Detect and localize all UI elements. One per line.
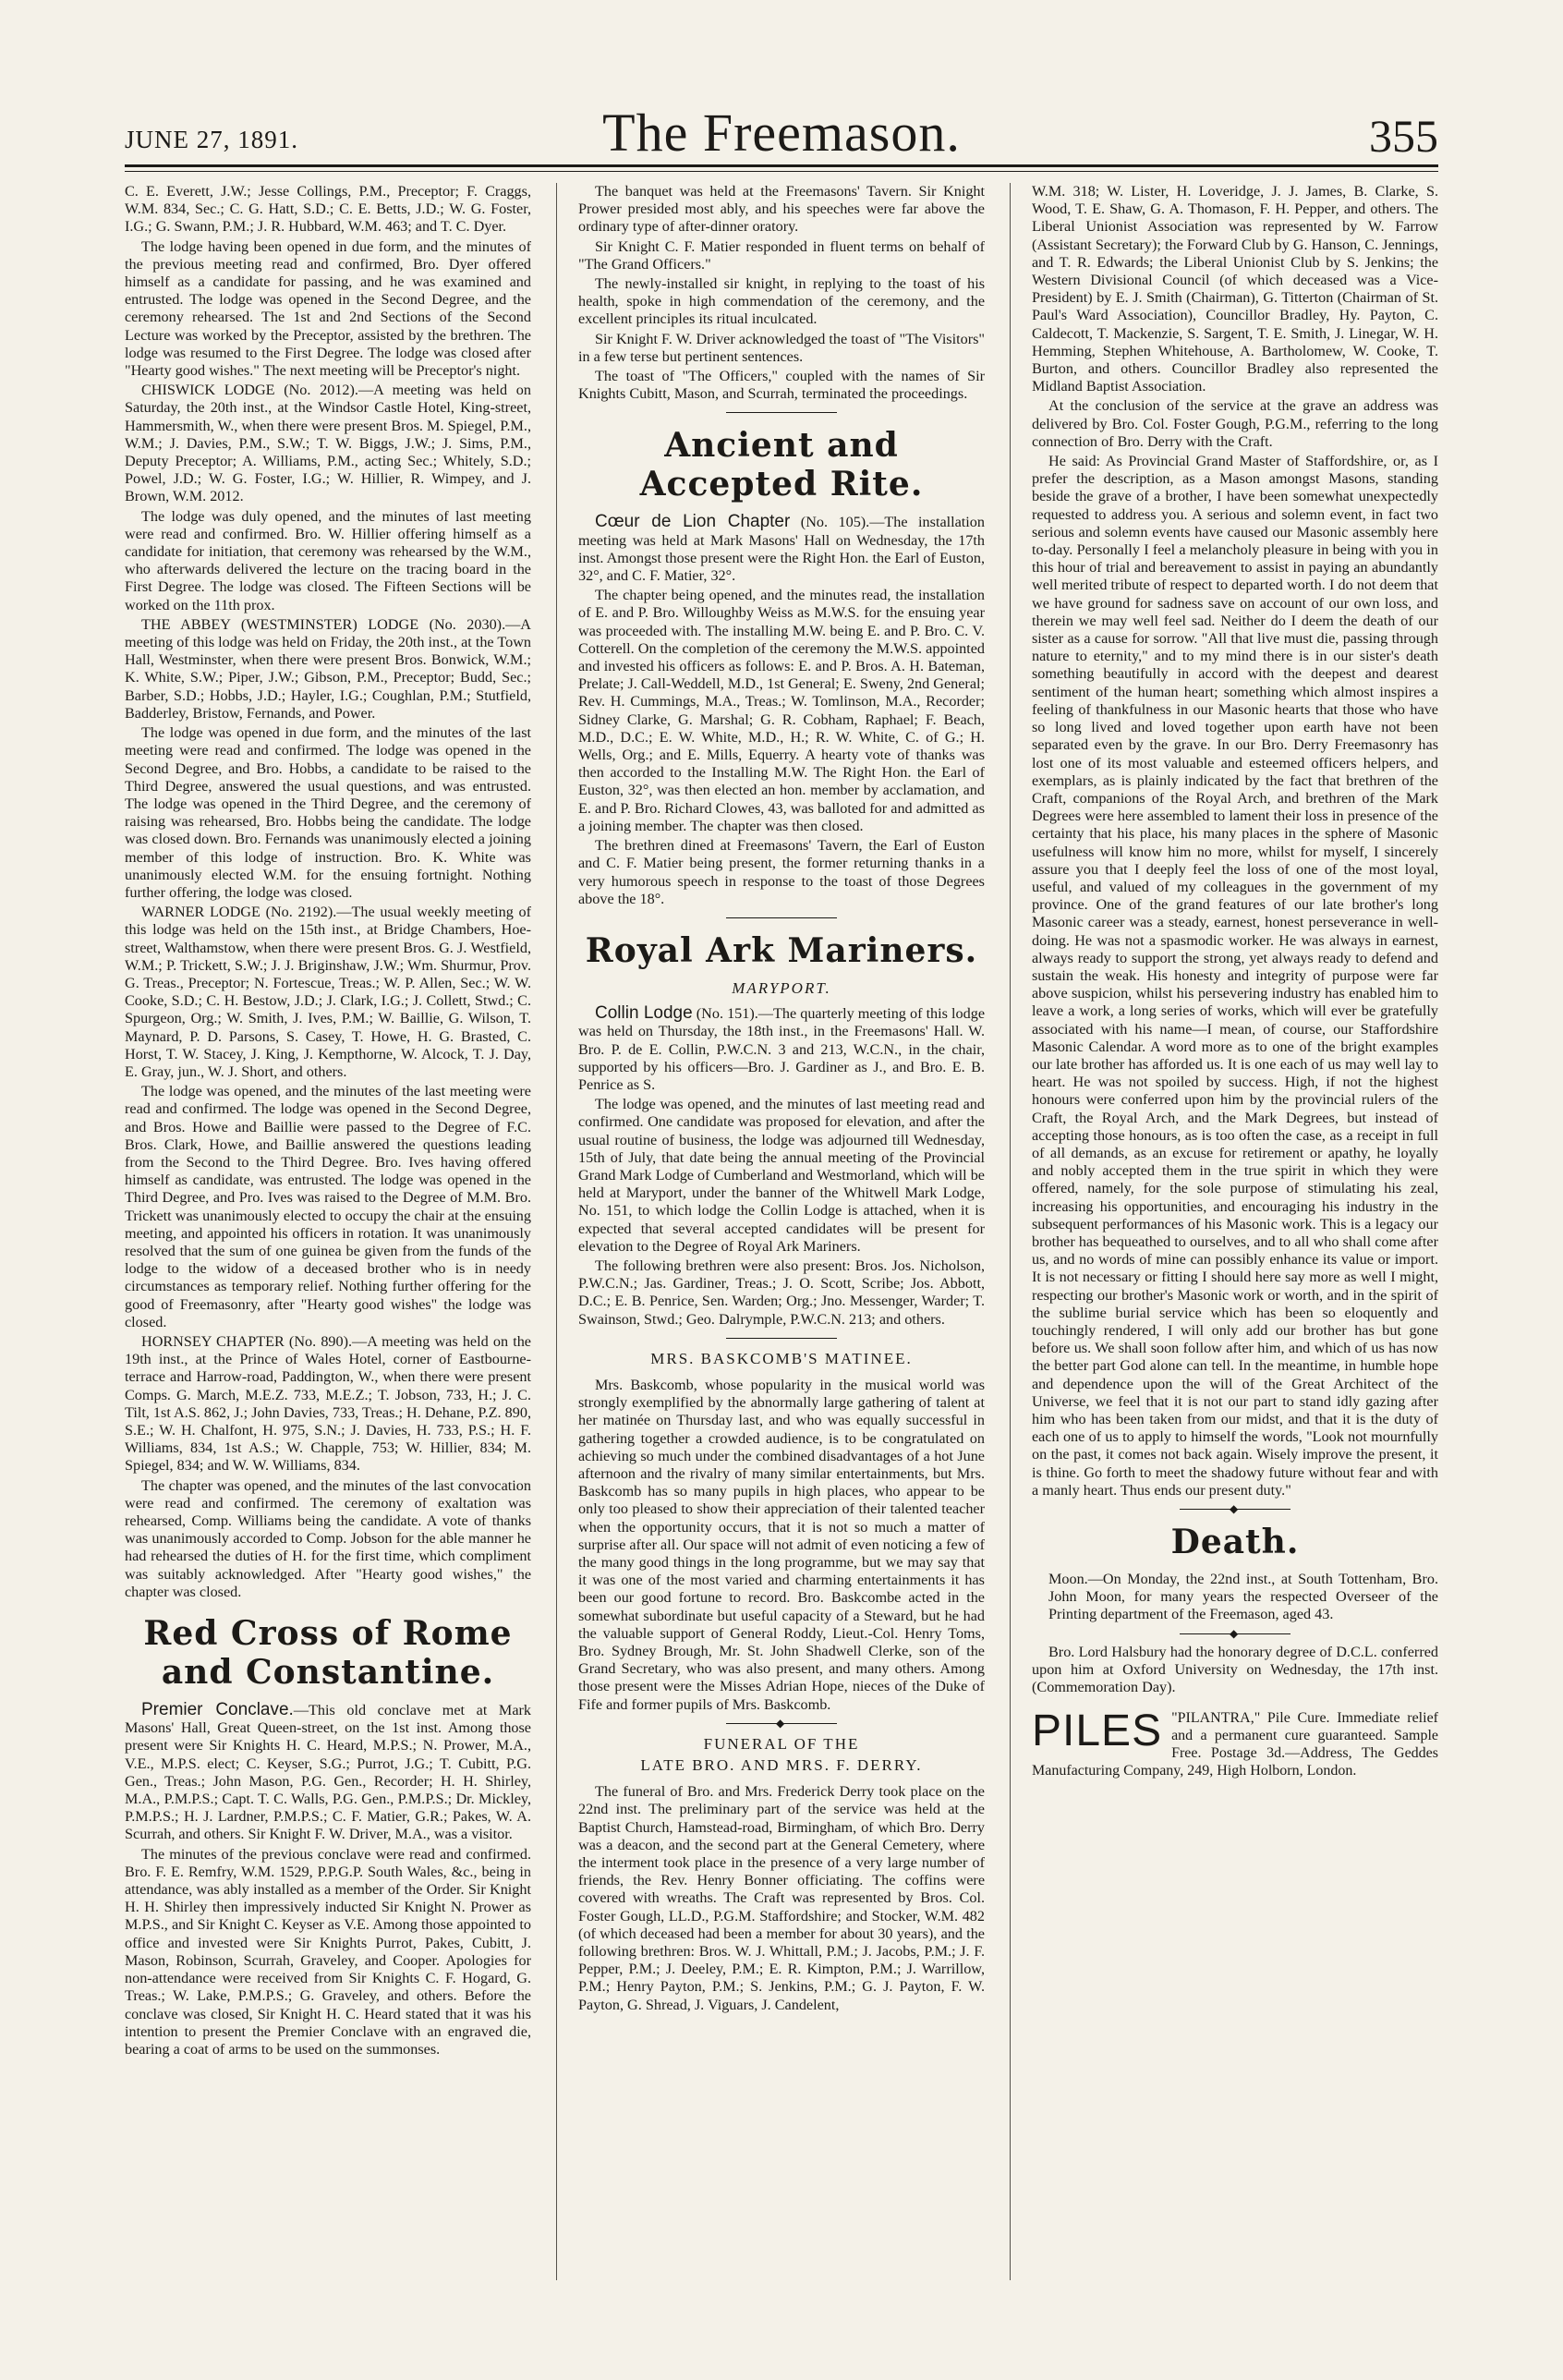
section-separator [1180, 1633, 1290, 1634]
article-paragraph: The chapter was opened, and the minutes of the last convocation were read and confirmed. The ceremony of exaltation was rehearsed, Comp. Williams being the candidate. A vote of thanks was unanimously accorded to Comp. Jobson for the able manner he had rehearsed the duties of H. for the first time, which compliment was suitably acknowledged. After "Hearty good wishes," the chapter was closed. [125, 1476, 531, 1600]
article-paragraph: The toast of "The Officers," coupled with the names of Sir Knights Cubitt, Mason, and Scurrah, terminated the proceedings. [578, 368, 985, 403]
article-paragraph: WARNER LODGE (No. 2192).—The usual weekly meeting of this lodge was held on the 15th inst., at Bridge Chambers, Hoe-street, Walthamstow, when there were present Bros. G. J. Westfield, W.M.; P. Trickett, S.W.; J. J. Briginshaw, J.W.; Wm. Shurmur, Prov. G. Treas., Preceptor; N. Fortescue, Treas.; W. P. Allen, Sec.; W. W. Cooke, S.D.; C. H. Bestow, J.D.; J. Clark, I.G.; J. Collett, Stwd.; C. Spurgeon, Org.; W. Smith, J. Ives, P.M.; W. Baillie, G. Wilson, T. Maynard, P. D. Parsons, S. Casey, T. Howe, H. G. Brasted, C. Horst, T. W. Stacey, J. King, J. Kempthorne, W. Alcock, T. J. Day, E. Gray, jun., W. J. Short, and others. [125, 904, 531, 1080]
article-paragraph: The lodge was opened, and the minutes of the last meeting were read and confirmed. The lodge was opened in the Second Degree, and Bros. Howe and Baillie were passed to the Degree of F.C. Bros. Clark, Howe, and Baillie answered the questions leading from the Second to the Third Degree. Bro. Ives having offered himself as candidate, was entrusted. The lodge was opened in the Third Degree, and Pro. Ives was raised to the Degree of M.M. Bro. Trickett was unanimously elected to occupy the chair at the ensuing meeting, and appointed his officers in rotation. It was unanimously resolved that the sum of one guinea be given from the funds of the lodge to the widow of a deceased brother who is in needy circumstances as temporary relief. Nothing further offering for the good of Freemasonry, after "Hearty good wishes" the lodge was closed. [125, 1083, 531, 1330]
article-paragraph: The newly-installed sir knight, in replying to the toast of his health, spoke in high commendation of the ceremony, and the excellent principles its ritual inculcated. [578, 275, 985, 328]
newspaper-title: The Freemason. [602, 103, 961, 163]
article-paragraph: The lodge was duly opened, and the minutes of last meeting were read and confirmed. Bro. W. Hillier offering himself as a candidate for initiation, that ceremony was rehearsed by the W.M., who afterwards delivered the lecture on the tracing board in the First Degree. The lodge was closed. The Fifteen Sections will be worked on the 11th prox. [125, 507, 531, 613]
section-heading-funeral: FUNERAL OF THE [703, 1734, 860, 1753]
section-separator [726, 917, 837, 918]
lead-name: Premier Conclave. [141, 1700, 294, 1720]
section-heading-matinee: MRS. BASKCOMB'S MATINEE. [650, 1349, 913, 1367]
lead-name: Cœur de Lion Chapter [595, 512, 791, 532]
masthead [125, 92, 1438, 163]
article-paragraph: The chapter being opened, and the minutes read, the installation of E. and P. Bro. Willoughby Weiss as M.W.S. for the ensuing year was proceeded with. The installing M.W. being E. and P. Bro. C. V. Cotterell. On the completion of the ceremony the M.W.S. appointed and invested his officers as follows: E. and P. Bros. A. H. Bateman, Prelate; J. Call-Weddell, M.D., 1st General; E. Sweny, 2nd General; Rev. H. Cummings, M.A., Treas.; W. Tomlinson, M.A., Recorder; Sidney Clarke, G. Marshal; G. R. Cobham, Raphael; F. Beach, M.D., D.C.; E. W. White, M.D., H.; R. W. White, C. of G.; H. Wells, Org.; and E. Mills, Equerry. A hearty vote of thanks was then accorded to the Installing M.W. The Right Hon. the Earl of Euston, 32°, was then elected an hon. member by acclamation, and E. and P. Bro. Richard Clowes, 43, was balloted for and admitted as a joining member. The chapter was then closed. [578, 587, 985, 834]
section-separator [726, 1723, 837, 1724]
death-notice [1032, 1571, 1438, 1624]
article-paragraph: At the conclusion of the service at the grave an address was delivered by Bro. Col. Foster Gough, P.G.M., referring to the long connection of Bro. Derry with the Craft. [1032, 397, 1438, 450]
paragraph-text: (No. 105).—The installation meeting was held at Mark Masons' Hall on Wednesday, the 17th inst. Amongst those present were the Right Hon. the Earl of Euston, 32°, and C. F. Matier, 32°. [578, 514, 985, 585]
article-paragraph: W.M. 318; W. Lister, H. Loveridge, J. J. James, B. Clarke, S. Wood, T. E. Shaw, G. A. Thomason, F. H. Pepper, and others. The Liberal Unionist Association was represented by W. Farrow (Assistant Secretary); the Forward Club by G. Hanson, C. Jennings, and T. R. Edwards; the Liberal Unionist Club by S. Jenkins; the Western Divisional Council (of which deceased was a Vice-President) by E. J. Smith (Chairman), G. Titterton (Chairman of St. Paul's Ward Association), Councillor Bradley, Hy. Payton, C. Caldecott, T. Mackenzie, S. Sargent, T. E. Smith, J. Linegar, W. H. Hemming, Stephen Whitehouse, A. Bartholomew, W. Cooke, T. Burton, and others. Councillor Bradley also represented the Midland Baptist Association. [1032, 183, 1438, 395]
article-paragraph: C. E. Everett, J.W.; Jesse Collings, P.M., Preceptor; F. Craggs, W.M. 834, Sec.; C. G. Hatt, S.D.; C. E. Betts, J.D.; W. G. Foster, I.G.; G. Swann, P.M.; J. R. Hubbard, W.M. 463; and T. C. Dyer. [125, 183, 531, 236]
funeral-continuation [1032, 183, 1438, 1500]
article-paragraph: The following brethren were also present: Bros. Jos. Nicholson, P.W.C.N.; Jas. Gardiner, Treas.; J. O. Scott, Scribe; Jos. Abbott, D.C.; E. B. Penrice, Sen. Warden; Org.; Jno. Messenger, Warder; T. Swainson, Stwd.; Geo. Dalrymple, P.W.C.N. 213; and others. [578, 1257, 985, 1328]
article-paragraph: Sir Knight F. W. Driver acknowledged the toast of "The Visitors" in a few terse but pertinent sentences. [578, 330, 985, 365]
column-1 [125, 183, 531, 2289]
section-separator [726, 1338, 837, 1339]
section-heading-death: Death. [1170, 1523, 1300, 1562]
issue-date: JUNE 27, 1891. [125, 126, 298, 153]
advert-headline: PILES [1032, 1709, 1163, 1756]
header-rule [125, 164, 1438, 167]
header-rule-thin [125, 171, 1438, 172]
article-paragraph [578, 513, 985, 585]
article-paragraph: THE ABBEY (WESTMINSTER) LODGE (No. 2030).—A meeting of this lodge was held on Friday, the 20th inst., at the Town Hall, Westminster, when there were present Bros. Bonwick, W.M.; K. White, S.W.; Piper, J.W.; Gibson, P.M., Preceptor; Budd, Sec.; Barber, S.D.; Hobbs, J.D.; Hayler, I.G.; Coughlan, P.M.; Stutfield, Badderley, Bristow, Fernands, and Power. [125, 615, 531, 722]
article-paragraph: CHISWICK LODGE (No. 2012).—A meeting was held on Saturday, the 20th inst., at the Windsor Castle Hotel, King-street, Hammersmith, W., when there were present Bros. M. Spiegel, P.M., W.M.; J. Davies, P.M., S.W.; T. W. Biggs, J.W.; J. Sims, P.M., Deputy Preceptor; A. Williams, P.M., acting Sec.; Whitely, S.D.; Powel, J.D.; W. G. Foster, I.G.; W. Hillier, R. Wimpey, and J. Brown, W.M. 2012. [125, 382, 531, 505]
section-heading-ancient-rite: Ancient and Accepted Rite. [639, 426, 924, 504]
advert-text: "PILANTRA," Pile Cure. Immediate relief and a permanent cure guaranteed. Sample Free. Postage 3d.—Address, The Geddes Manufacturing Company, 249, High Holborn, London. [1032, 1710, 1438, 1779]
article-paragraph [125, 1701, 531, 1844]
lead-name: Collin Lodge [595, 1003, 693, 1024]
death-notice-text: Moon.—On Monday, the 22nd inst., at South Tottenham, Bro. John Moon, for many years the respected Overseer of the Printing department of the Freemason, aged 43. [1048, 1571, 1438, 1623]
section-heading-royal-ark: Royal Ark Mariners. [585, 930, 978, 970]
banquet-report [578, 183, 985, 403]
article-paragraph: The banquet was held at the Freemasons' Tavern. Sir Knight Prower presided most ably, and his speeches were far above the ordinary type of after-dinner oratory. [578, 183, 985, 236]
article-paragraph: The brethren dined at Freemasons' Tavern, the Earl of Euston and C. F. Matier being present, the former returning thanks in a very humorous speech in response to the toast of those Degrees above the 18°. [578, 837, 985, 907]
article-paragraph [578, 1004, 985, 1094]
page-number: 355 [1369, 110, 1438, 162]
column-divider [556, 183, 557, 2280]
article-paragraph: The lodge was opened, and the minutes of last meeting read and confirmed. One candidate was proposed for elevation, and after the usual routine of business, the lodge was adjourned till Wednesday, 15th of July, that date being the annual meeting of the Provincial Grand Mark Lodge of Cumberland and Westmorland, which will be held at Maryport, under the banner of the Whitwell Mark Lodge, No. 151, to which lodge the Collin Lodge is attached, when it is expected that several accepted candidates will be present for elevation to the Degree of Royal Ark Mariners. [578, 1096, 985, 1255]
article-paragraph: Mrs. Baskcomb, whose popularity in the musical world was strongly exemplified by the abnormally large gathering of talent at her matinée on Thursday last, and who was equally successful in gathering together a crowded audience, is to be congratulated on achieving so much under the combined disadvantages of a hot June afternoon and the rivalry of many similar entertainments, but Mrs. Baskcomb has so many pupils in high places, who appear to be only too pleased to show their appreciation of their talented teacher when the opportunity occurs, that it is not so much a matter of surprise after all. Our space will not admit of even noticing a few of the many good things in the long programme, but we may say that it was one of the most varied and charming entertainments it has been our good fortune to record. Bro. Baskcombe acted in the somewhat subordinate but useful capacity of a Steward, but he had the valuable support of General Roddy, Lieut.-Col. Henry Toms, Bro. Sydney Brough, Mr. St. John Shadwell Clerke, son of the Grand Secretary, who was also present, and many others. Among those present were the Misses Adrian Hope, nieces of the Duke of Fife and former pupils of Mrs. Baskcomb. [578, 1376, 985, 1713]
article-paragraph: The lodge was opened in due form, and the minutes of the last meeting were read and confirmed. The lodge was opened in the Second Degree, and Bro. Hobbs, a candidate to be raised to the Third Degree, answered the usual questions, and was entrusted. The lodge was opened in the Third Degree, and the ceremony of raising was rehearsed, Bro. Hobbs being the candidate. The lodge was closed down. Bro. Fernands was unanimously elected a joining member of this lodge of instruction. Bro. K. White was unanimously elected W.M. for the ensuing fortnight. Nothing further offering, the lodge was closed. [125, 724, 531, 901]
article-paragraph: The lodge having been opened in due form, and the minutes of the previous meeting read and confirmed, Bro. Dyer offered himself as a candidate for passing, and he was examined and entrusted. The lodge was opened in the Second Degree, and the ceremony rehearsed. The 1st and 2nd Sections of the Second Lecture was worked by the Preceptor, assisted by the brethren. The lodge was resumed to the First Degree. The lodge was closed after "Hearty good wishes." The next meeting will be Preceptor's night. [125, 237, 531, 380]
lodge-reports [125, 183, 531, 1601]
column-2 [578, 183, 985, 2289]
article-paragraph: The minutes of the previous conclave were read and confirmed. Bro. F. E. Remfry, W.M. 1529, P.P.G.P. South Wales, &c., being in attendance, was ably installed as a member of the Order. Sir Knight H. H. Shirley then impressively inducted Sir Knight N. Prower as M.P.S., and Sir Knight C. Keyser as V.E. Among those appointed to office and invested were Sir Knights Purrot, Pakes, Cubitt, J. Mason, Robinson, Scurrah, Graveley, and Cooper. Apologies for non-attendance were received from Sir Knights C. F. Hogard, G. Treas.; W. Lake, P.M.P.S.; G. Graveley, and others. Before the conclave was closed, Sir Knight H. C. Heard stated that it was his intention to present the Premier Conclave with an engraved die, bearing a coat of arms to be used on the summonses. [125, 1845, 531, 2058]
column-divider [1010, 183, 1011, 2280]
place-heading: MARYPORT. [732, 978, 831, 997]
section-separator [726, 412, 837, 413]
paragraph-text: (No. 151).—The quarterly meeting of this lodge was held on Thursday, the 18th inst., in the Freemasons' Hall. W. Bro. P. de E. Collin, P.W.C.N. 3 and 213, W.C.N., in the chair, supported by his officers—Bro. J. Gardiner as J., and Bro. E. B. Penrice as S. [578, 1005, 985, 1093]
article-paragraph: He said: As Provincial Grand Master of Staffordshire, or, as I prefer the description, as a Mason amongst Masons, standing beside the grave of a brother, I have been somewhat unexpectedly requested to address you. A serious and solemn event, in fact two serious and solemn events have caused our Masonic assembly here to-day. Personally I feel a melancholy pleasure in being with you in this hour of trial and bereavement to assist in paying an abundantly well merited tribute of respect to departed worth. I do not deem that we have ground for sadness save on account of our own loss, and therein we may well feel sad. Neither do I deem the death of our sister as a cause for sorrow. "All that live must die, passing through nature to eternity," and to my mind there is in our sister's death something beautifully in accord with the deepest and dearest sentiment of the human heart; something which almost inspires a feeling of thankfulness in our Masonic hearts that those who have so long lived and loved together upon earth have not been separated even by the grave. In our Bro. Derry Freemasonry has lost one of its most valuable and esteemed officers helpers, and exemplars, as is plainly indicated by the fact that brethren of the Craft, companions of the Royal Arch, and brethren of the Mark Degrees were here assembled to lament their loss in presence of the certainty that his place, his many places in the sphere of Masonic usefulness will know him no more, whilst for myself, I sincerely assure you that I deeply feel the loss of one of the most loyal, useful, and valued of my colleagues in the government of my province. One of the grand features of our late brother's long Masonic career was a steady, earnest, honest perseverance in well-doing. He was not a spasmodic worker. He was always in earnest, always ready to support the strong, yet always ready to defend and sustain the weak. His honesty and integrity of purpose were far above suspicion, whilst his persevering industry has enabled him to leave a work, a long series of works, which will ever be gratefully associated with his name—I mean, of course, our Staffordshire Masonic Calendar. A word more as to one of the bright examples our late brother has afforded us. It is one each of us may well lay to heart. He was not spoiled by success. High, if not the highest honours were conferred upon him by the provincial rulers of the Craft, the Royal Arch, and the Mark Degrees, but instead of accepting those honours, as is too often the case, as a receipt in full of all demands, as an excuse for retirement or apathy, he loyally and nobly accepted them in the true spirit in which they were offered, namely, for the sole purpose of stimulating his zeal, increasing his opportunities, and encouraging his industry in the subsequent performances of his Masonic work. This is a legacy our brother has bequeathed to ourselves, and to all who shall come after us, and no words of mine can possibly enhance its value or import. It is not necessary or fitting I should here say more as well I might, respecting our brother's Masonic work or worth, and in the spirit of the sublime burial service which has been so eloquently and touchingly rendered, I will only add our brother has but gone before us. We shall soon follow after him, and which of us has now the better part God alone can tell. In the meantime, in humble hope and dependence upon the will of the Great Architect of the Universe, we feel that it is not our part to stand idly gazing after him who has been taken from our midst, and that it is the duty of each one of us to apply to himself the words, "Look not mournfully on the past, it comes not back again. Wisely improve the present, it is thine. Go forth to meet the shadowy future without fear and with a manly heart. Thus ends our present duty." [1032, 453, 1438, 1499]
news-note: Bro. Lord Halsbury had the honorary degree of D.C.L. conferred upon him at Oxford University on Wednesday, the 17th inst. (Commemoration Day). [1032, 1643, 1438, 1696]
column-3 [1032, 183, 1438, 2289]
section-heading-red-cross: Red Cross of Rome and Constantine. [143, 1614, 513, 1693]
section-separator [1180, 1509, 1290, 1510]
article-paragraph: Sir Knight C. F. Matier responded in fluent terms on behalf of "The Grand Officers." [578, 237, 985, 273]
article-paragraph: HORNSEY CHAPTER (No. 890).—A meeting was held on the 19th inst., at the Prince of Wales Hotel, corner of Eastbourne-terrace and Harrow-road, Paddington, W., when there were present Comps. G. March, M.E.Z. 733, M.E.Z.; T. Jobson, 733, H.; J. C. Tilt, 1st A.S. 862, J.; John Davies, 733, Treas.; H. Dehane, P.Z. 890, S.E.; W. H. Chalfont, H. 975, S.N.; J. Davies, H. 733, P.S.; H. F. Williams, 834, 1st A.S.; W. Chapple, 753; W. Hillier, 834; M. Spiegel, 834; and W. W. Williams, 834. [125, 1333, 531, 1475]
advertisement [1032, 1709, 1438, 1779]
paragraph-text: —This old conclave met at Mark Masons' Hall, Great Queen-street, on the 1st inst. Among those present were Sir Knights H. C. Heard, M.P.S.; N. Prower, M.A., V.E., M.P.S. elect; C. Keyser, S.G.; Purrot, J.G.; T. Cubitt, P.G. Gen., Treas.; John Mason, P.G. Gen., Recorder; H. H. Shirley, M.A., P.M.P.S.; Capt. T. C. Walls, P.G. Gen., P.M.P.S.; Dr. Mickley, P.M.P.S.; H. J. Lardner, P.M.P.S.; C. F. Matier, G.R.; Pakes, W. A. Scurrah, and others. Sir Knight F. W. Driver, M.A., was a visitor. [125, 1702, 531, 1843]
article-paragraph: The funeral of Bro. and Mrs. Frederick Derry took place on the 22nd inst. The preliminary part of the service was held at the Baptist Church, Hamstead-road, Birmingham, of which Bro. Derry was a deacon, and the second part at the General Cemetery, where the interment took place in the presence of a very large number of friends, the Rev. Henry Bonner officiating. The coffins were covered with wreaths. The Craft was represented by Bros. Col. Foster Gough, LL.D., P.G.M. Staffordshire; and Stocker, W.M. 482 (of which deceased had been a member for about 30 years), and the following brethren: Bros. W. J. Whittall, P.M.; J. Jacobs, P.M.; J. F. Pepper, P.M.; J. Deeley, P.M.; E. R. Kimpton, P.M.; J. Warrillow, P.M.; Henry Payton, P.M.; S. Jenkins, P.M.; G. J. Payton, F. W. Payton, G. Shread, J. Viguars, J. Candelent, [578, 1783, 985, 2013]
section-subheading-funeral: LATE BRO. AND MRS. F. DERRY. [640, 1756, 923, 1775]
